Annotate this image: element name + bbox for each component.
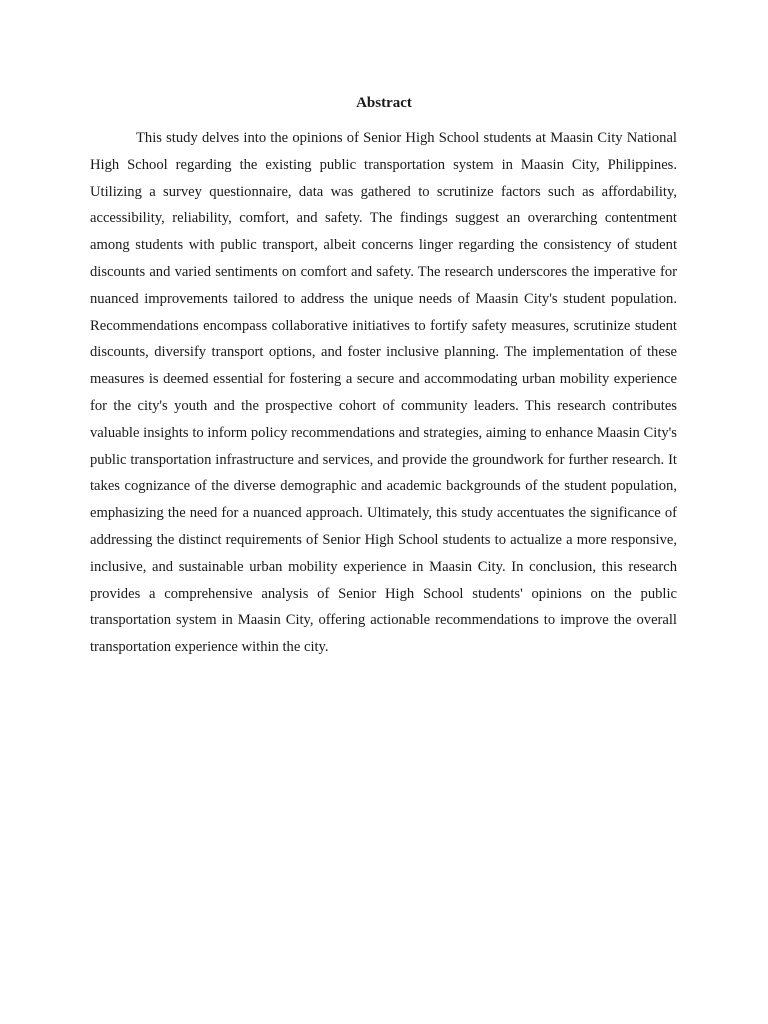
abstract-heading: Abstract (356, 95, 412, 111)
abstract-paragraph: This study delves into the opinions of Senior High School students at Maasin City National High School regarding the existing public transportation system in Maasin City, Philippines. Utilizing a survey questionnaire, data was gathered to scrutinize factors such as affordability, accessibility, reliability, comfort, and safety. The findings suggest an overarching contentment among students with public transport, albeit concerns linger regarding the consistency of student discounts and varied sentiments on comfort and safety. The research underscores the imperative for nuanced improvements tailored to address the unique needs of Maasin City's student population. Recommendations encompass collaborative initiatives to fortify safety measures, scrutinize student discounts, diversify transport options, and foster inclusive planning. The implementation of these measures is deemed essential for fostering a secure and accommodating urban mobility experience for the city's youth and the prospective cohort of community leaders. This research contributes valuable insights to inform policy recommendations and strategies, aiming to enhance Maasin City's public transportation infrastructure and services, and provide the groundwork for further research. It takes cognizance of the diverse demographic and academic backgrounds of the student population, emphasizing the need for a nuanced approach. Ultimately, this study accentuates the significance of addressing the distinct requirements of Senior High School students to actualize a more responsive, inclusive, and sustainable urban mobility experience in Maasin City. In conclusion, this research provides a comprehensive analysis of Senior High School students' opinions on the public transportation system in Maasin City, offering actionable recommendations to improve the overall transportation experience within the city. (90, 130, 677, 656)
